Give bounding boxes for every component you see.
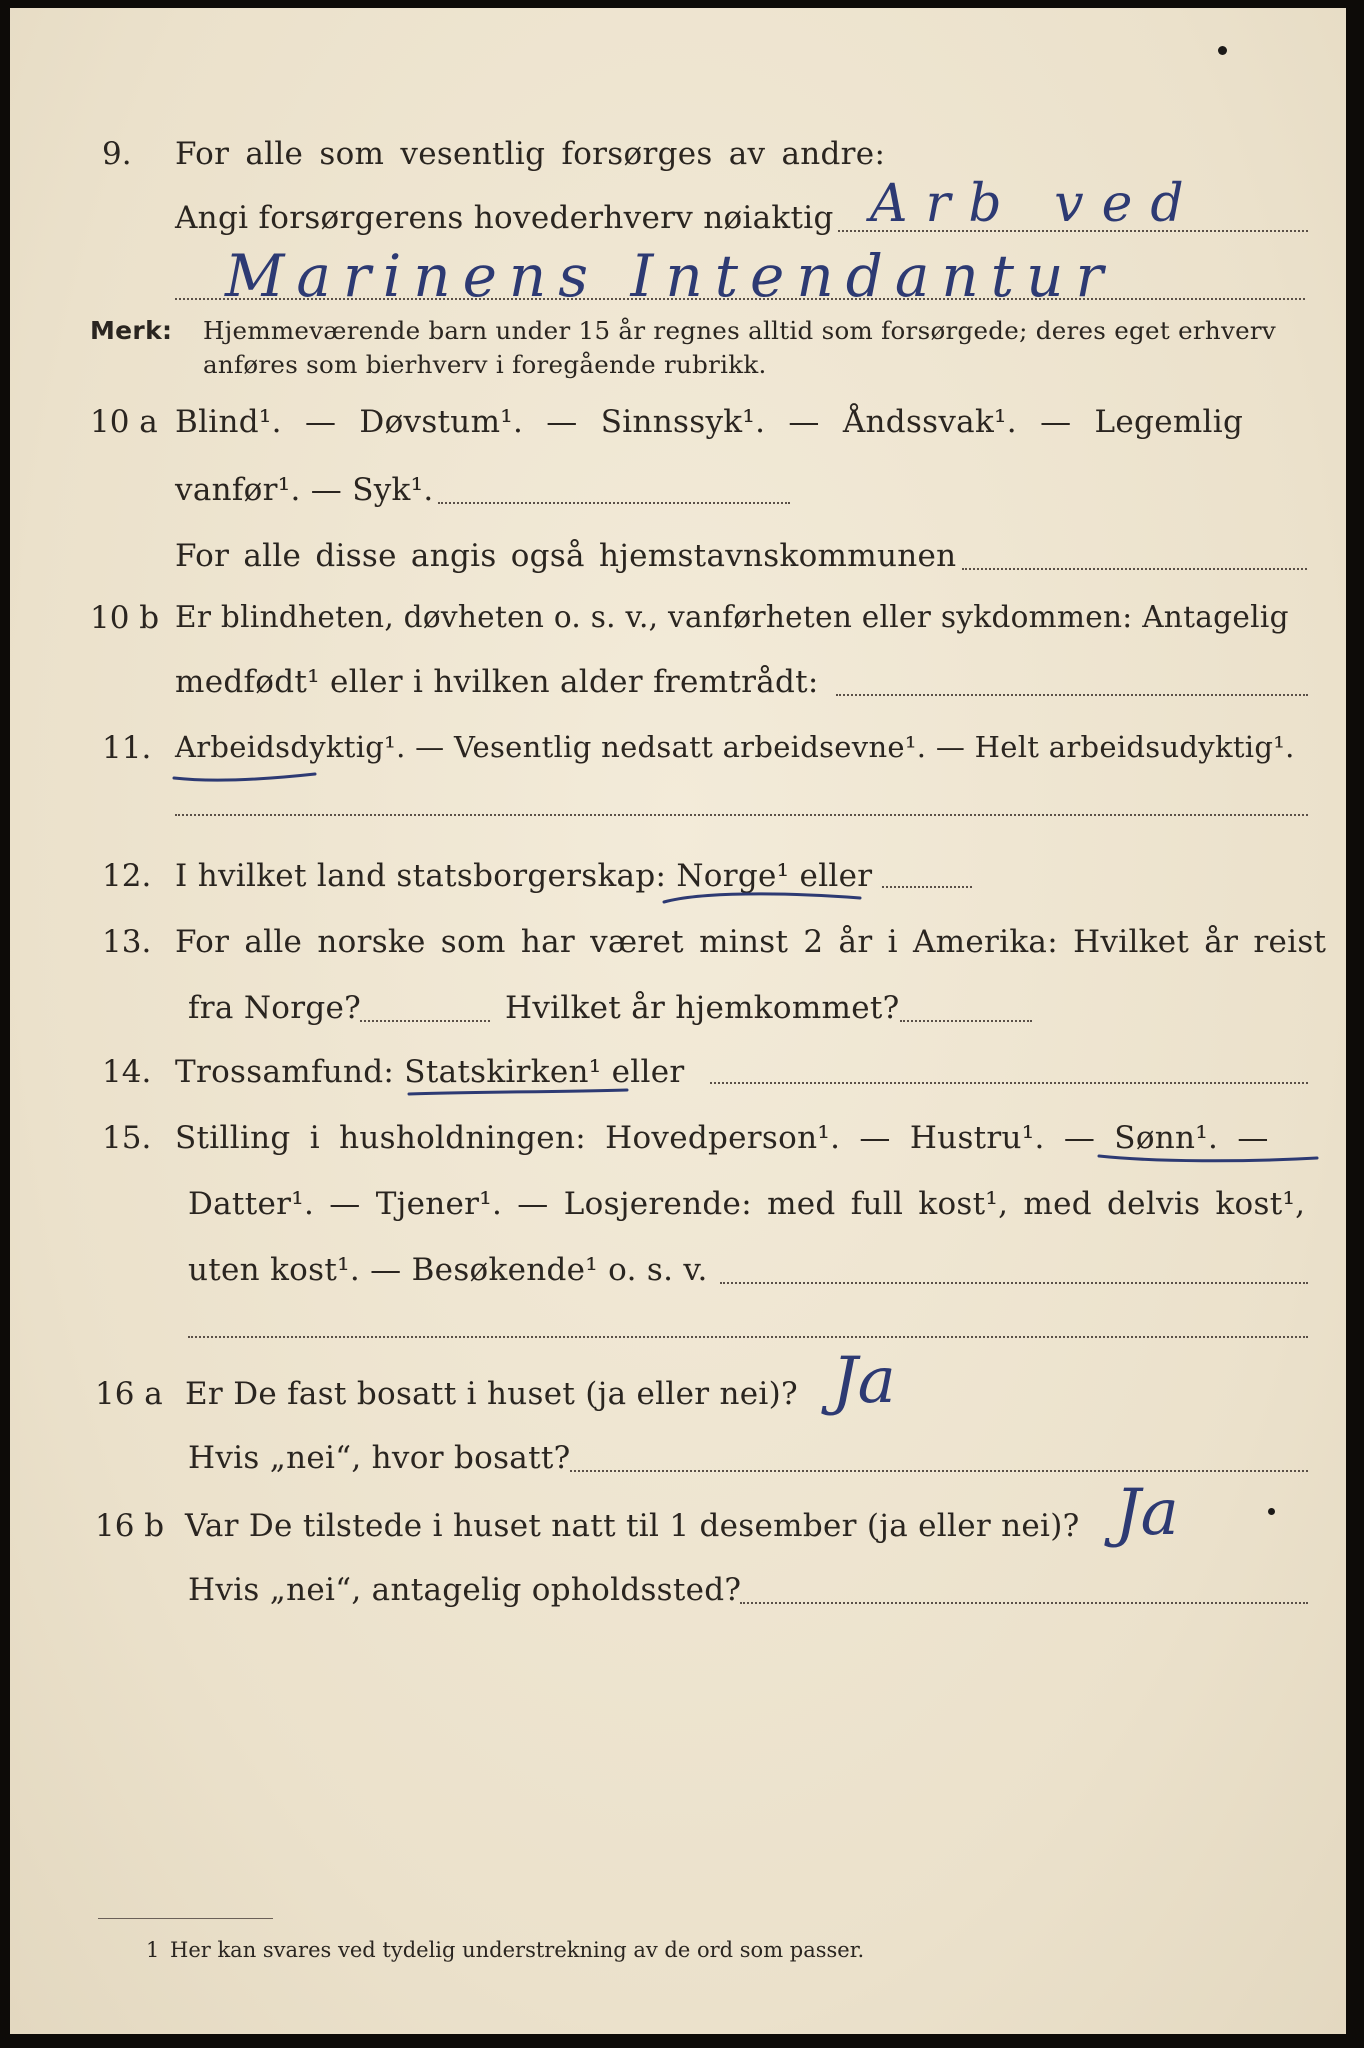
merk-line2: anføres som bierhverv i foregående rubrikk.	[203, 350, 767, 379]
q10b-line2-blank	[836, 694, 1308, 696]
q16a-line2: Hvis „nei“, hvor bosatt?	[188, 1440, 571, 1476]
q9-line1: For alle som vesentlig forsørges av andre:	[175, 136, 886, 172]
q14-underline-mark	[405, 1084, 635, 1104]
q13-number: 13.	[102, 924, 152, 960]
q13-line1: For alle norske som har været minst 2 år i Amerika: Hvilket år reist	[175, 924, 1327, 960]
q15-line2: Datter¹. — Tjener¹. — Losjerende: med full kost¹, med delvis kost¹,	[188, 1186, 1306, 1222]
q11-underline-mark	[170, 768, 320, 788]
merk-label: Merk:	[90, 316, 173, 345]
q10a-line3: For alle disse angis også hjemstavnskommunen	[175, 538, 957, 574]
q15-line3-blank	[720, 1282, 1308, 1284]
q10a-line2: vanfør¹. — Syk¹.	[175, 472, 434, 508]
q15-number: 15.	[102, 1120, 152, 1156]
q12-line1: I hvilket land statsborgerskap: Norge¹ eller	[175, 858, 873, 894]
q13-line2b: Hvilket år hjemkommet?	[505, 990, 900, 1026]
form-page	[10, 8, 1346, 2034]
q16a-answer-line	[570, 1470, 1308, 1472]
q9-line2: Angi forsørgerens hovederhverv nøiaktig	[175, 200, 834, 236]
q16b-line2: Hvis „nei“, antagelig opholdssted?	[188, 1572, 742, 1608]
q16a-number: 16 a	[95, 1376, 163, 1412]
q9-answer-1: Arb ved	[870, 174, 1202, 234]
footnote-rule	[98, 1918, 273, 1919]
q12-answer-line	[882, 886, 972, 888]
q11-number: 11.	[102, 730, 152, 766]
q10a-number: 10 a	[90, 404, 158, 440]
q9-answer-2: Marinens Intendantur	[225, 242, 1116, 310]
q16b-number: 16 b	[95, 1508, 165, 1544]
q16b-line1: Var De tilstede i huset natt til 1 desember (ja eller nei)?	[185, 1508, 1080, 1544]
ink-speck	[1218, 46, 1227, 55]
q16a-line1: Er De fast bosatt i huset (ja eller nei)?	[185, 1376, 798, 1412]
q14-line1: Trossamfund: Statskirken¹ eller	[175, 1054, 685, 1090]
q11-line1: Arbeidsdyktig¹. — Vesentlig nedsatt arbeidsevne¹. — Helt arbeidsudyktig¹.	[175, 730, 1295, 764]
ink-speck-2	[1268, 1508, 1275, 1515]
footnote-mark: 1	[146, 1938, 160, 1962]
q12-number: 12.	[102, 858, 152, 894]
q10a-line3-blank	[962, 568, 1307, 570]
q10a-line2-blank	[438, 502, 790, 504]
q12-underline-mark	[660, 888, 870, 912]
footnote-text: Her kan svares ved tydelig understrekning av de ord som passer.	[170, 1938, 865, 1962]
q15-answer-line	[188, 1336, 1308, 1338]
q14-answer-line	[710, 1082, 1308, 1084]
q16b-answer-line	[740, 1602, 1308, 1604]
q15-underline-mark	[1095, 1148, 1325, 1172]
q10a-line1: Blind¹. — Døvstum¹. — Sinnssyk¹. — Åndssvak¹. — Legemlig	[175, 404, 1244, 440]
q13-year-returned-blank	[900, 1020, 1032, 1022]
q10b-number: 10 b	[90, 600, 160, 636]
q11-answer-line	[175, 814, 1308, 816]
q9-number: 9.	[102, 136, 132, 172]
q13-line2a: fra Norge?	[188, 990, 362, 1026]
q14-number: 14.	[102, 1054, 152, 1090]
q10b-line2: medfødt¹ eller i hvilken alder fremtrådt:	[175, 664, 819, 700]
q15-line1: Stilling i husholdningen: Hovedperson¹. — Hustru¹. — Sønn¹. —	[175, 1120, 1269, 1156]
q16a-answer: Ja	[832, 1344, 896, 1418]
q13-year-left-blank	[360, 1020, 490, 1022]
q15-line3: uten kost¹. — Besøkende¹ o. s. v.	[188, 1252, 708, 1288]
merk-line1: Hjemmeværende barn under 15 år regnes alltid som forsørgede; deres eget erhverv	[203, 316, 1277, 345]
q16b-answer: Ja	[1115, 1476, 1179, 1550]
q10b-line1: Er blindheten, døvheten o. s. v., vanførheten eller sykdommen: Antagelig	[175, 600, 1289, 634]
